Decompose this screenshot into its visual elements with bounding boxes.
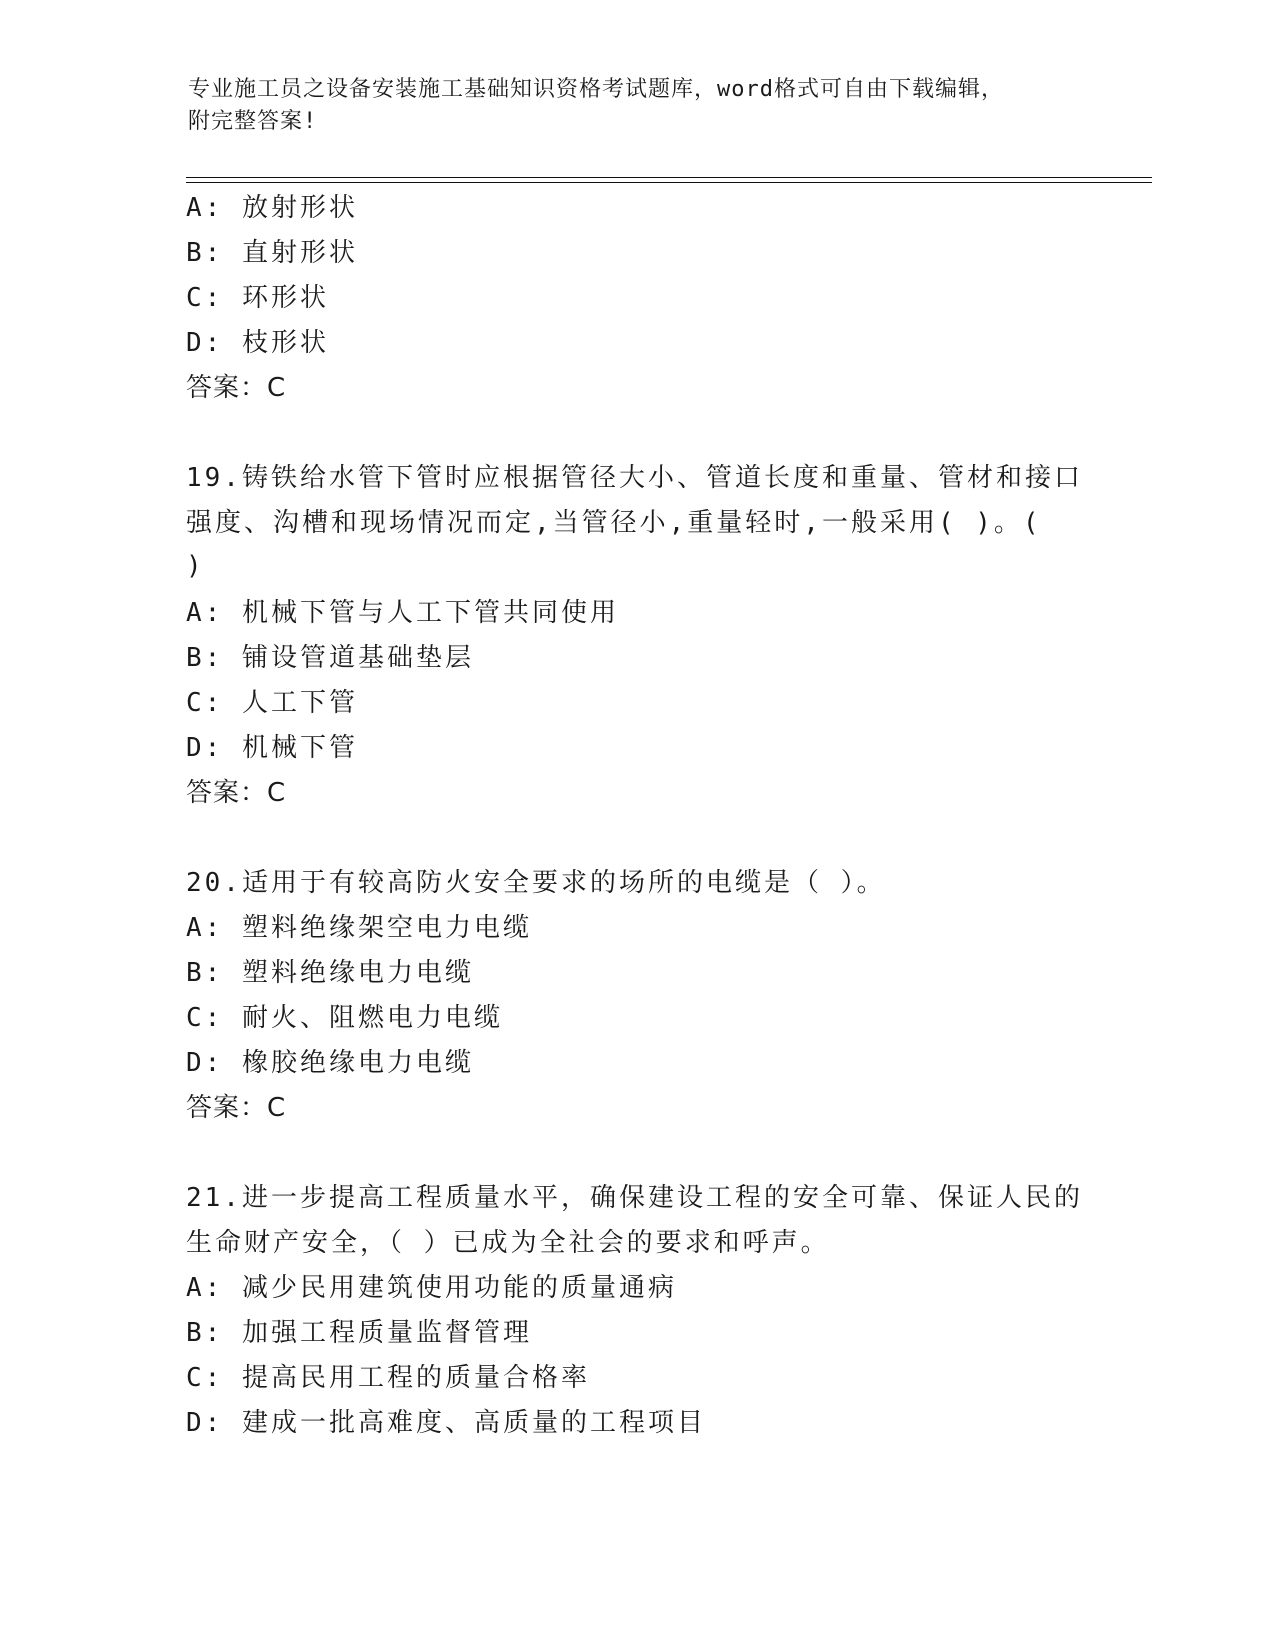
q20-stem-line-1: 20.适用于有较高防火安全要求的场所的电缆是（ ）。 — [186, 868, 886, 898]
header-divider-top — [186, 177, 1152, 178]
q19-option-b: B: 铺设管道基础垫层 — [186, 643, 474, 673]
q21-option-b: B: 加强工程质量监督管理 — [186, 1318, 532, 1348]
q19-option-a: A: 机械下管与人工下管共同使用 — [186, 598, 619, 628]
q20-option-b: B: 塑料绝缘电力电缆 — [186, 958, 474, 988]
q21-option-c: C: 提高民用工程的质量合格率 — [186, 1363, 590, 1393]
header-divider-bottom — [186, 182, 1152, 183]
q20-answer: 答案：C — [186, 1093, 287, 1123]
q18-option-a: A: 放射形状 — [186, 193, 358, 223]
q19-option-d: D: 机械下管 — [186, 733, 358, 763]
header-line-2: 附完整答案! — [188, 109, 318, 134]
q18-option-d: D: 枝形状 — [186, 328, 329, 358]
document-header — [188, 74, 1088, 138]
q20-option-c: C: 耐火、阻燃电力电缆 — [186, 1003, 503, 1033]
q20-option-a: A: 塑料绝缘架空电力电缆 — [186, 913, 532, 943]
q19-stem-line-2: 强度、沟槽和现场情况而定,当管径小,重量轻时,一般采用( )。( — [186, 508, 1042, 538]
q19-stem-line-3: ) — [186, 551, 205, 581]
header-line-1: 专业施工员之设备安装施工基础知识资格考试题库，word格式可自由下载编辑， — [188, 77, 1004, 102]
q18-option-c: C: 环形状 — [186, 283, 329, 313]
q21-stem-line-2: 生命财产安全，（ ）已成为全社会的要求和呼声。 — [186, 1228, 830, 1258]
q19-option-c: C: 人工下管 — [186, 688, 358, 718]
q21-option-d: D: 建成一批高难度、高质量的工程项目 — [186, 1408, 706, 1438]
q18-option-b: B: 直射形状 — [186, 238, 358, 268]
q21-stem-line-1: 21.进一步提高工程质量水平，确保建设工程的安全可靠、保证人民的 — [186, 1183, 1083, 1213]
q21-option-a: A: 减少民用建筑使用功能的质量通病 — [186, 1273, 677, 1303]
q20-option-d: D: 橡胶绝缘电力电缆 — [186, 1048, 474, 1078]
q18-answer: 答案：C — [186, 373, 287, 403]
q19-stem-line-1: 19.铸铁给水管下管时应根据管径大小、管道长度和重量、管材和接口 — [186, 463, 1083, 493]
q19-answer: 答案：C — [186, 778, 287, 808]
